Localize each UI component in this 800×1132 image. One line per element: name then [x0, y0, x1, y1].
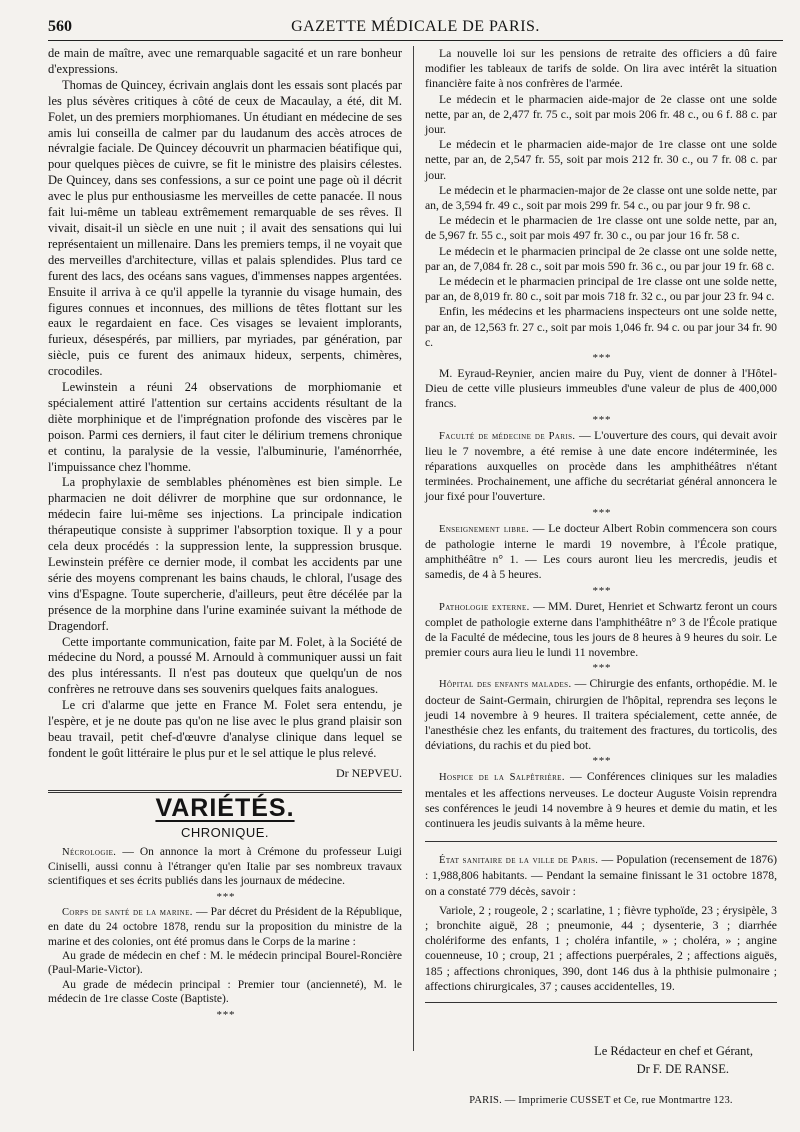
article-paragraph: Le cri d'alarme que jette en France M. Folet sera entendu, je l'espère, et je ne doute pas qu'on ne lise avec le plus grand plaisir son beau travail, petit chef-d'œuvre d'analyse clinique dans lequel se fondent le goût littéraire le plus pur et le sel attique le plus relevé. [48, 698, 402, 760]
editor-block [425, 1042, 777, 1078]
stars-separator: * * * [216, 1008, 234, 1021]
news-label: Faculté de médecine de Paris. [439, 430, 576, 442]
section-title: VARIÉTÉS. [155, 793, 295, 822]
news-item [425, 599, 777, 661]
news-item [425, 769, 777, 831]
news-label: Hospice de la Salpêtrière. [439, 772, 565, 784]
article-paragraph: de main de maître, avec une remarquable sagacité et un rare bonheur d'expressions. [48, 46, 402, 76]
pension-paragraph: Le médecin et le pharmacien aide-major de 1re classe ont une solde nette, par an, de 2,547 fr. 55, soit par mois 212 fr. 30 c., ou 7 fr. 08 c. par jour. [425, 138, 777, 182]
news-text: — Le docteur Albert Robin commencera son cours de pathologie interne le mardi 19 novembre, à l'École pratique, amphithéâtre n° 1. — Les cours auront lieu les mercredis, jeudis et samedis, de 4 à 5 heures. [425, 521, 777, 582]
news-label: Corps de santé de la marine. [62, 906, 193, 918]
right-column [425, 46, 777, 1013]
news-text: — MM. Duret, Henriet et Schwartz feront un cours complet de pathologie externe dans l'amphithéâtre n° 3 de l'École pratique de la Faculté de médecine, tous les jours de 8 heures à 9 heures du soir. Le premier cours aura lieu le lundi 11 novembre. [425, 599, 777, 660]
journal-title: GAZETTE MÉDICALE DE PARIS. [291, 18, 540, 35]
stars-separator: * * * [216, 890, 234, 903]
pension-paragraph: Le médecin et le pharmacien de 1re classe ont une solde nette, par an, de 5,967 fr. 55 c., soit par mois 497 fr. 30 c., ou par jour 16 fr. 58 c. [425, 214, 777, 243]
news-item [425, 676, 777, 753]
left-column [48, 46, 402, 1023]
news-item: Au grade de médecin en chef : M. le médecin principal Bourel-Roncière (Paul-Marie-Victor). [48, 949, 402, 977]
page-header [48, 18, 783, 41]
editor-name: Dr F. DE RANSE. [636, 1062, 729, 1076]
stars-separator: * * * [592, 584, 610, 597]
news-item [425, 428, 777, 505]
news-item: Au grade de médecin principal : Premier tour (ancienneté), M. le médecin de 1re classe Coste (Baptiste). [48, 978, 402, 1006]
news-label: Pathologie externe. [439, 601, 530, 613]
author-signature: Dr NEPVEU. [336, 765, 402, 780]
section-divider [48, 790, 402, 793]
pension-paragraph: Le médecin et le pharmacien-major de 2e classe ont une solde nette, par an, de 3,594 fr. 49 c., soit par mois 299 fr. 54 c., ou par jour 9 fr. 98 c. [425, 183, 777, 213]
printer-imprint: PARIS. — Imprimerie CUSSET et Ce, rue Montmartre 123. [469, 1095, 733, 1106]
news-label: Nécrologie. [62, 846, 117, 858]
news-text: — Par décret du Président de la République, en date du 24 octobre 1878, rendu sur la proposition du ministre de la marine et des colonies, ont été promus dans le Corps de la marine : [48, 905, 403, 948]
news-text: — Conférences cliniques sur les maladies mentales et les affections nerveuses. Le docteur Auguste Voisin reprendra ses conférences le jeudi 14 novembre à 9 heures et demie du matin, et les continuera les jeudis suivants à la même heure. [425, 770, 777, 830]
news-text: — L'ouverture des cours, qui devait avoir lieu le 7 novembre, a été remise à une date encore indéterminée, les réparations auxquelles on procède dans les amphithéâtres n'étant terminées. Prochainement, une affiche du secrétariat général annoncera le jour fixé pour l'ouverture. [425, 428, 777, 504]
news-item [48, 845, 402, 889]
editor-title: Le Rédacteur en chef et Gérant, [594, 1044, 753, 1058]
news-text: — On annonce la mort à Crémone du professeur Luigi Ciniselli, aussi connu à l'étranger qu'en Italie par ses nombreux travaux scientifiques et ses écrits publiés dans les journaux de médecine. [48, 845, 402, 888]
stars-separator: * * * [592, 755, 610, 768]
news-text: — Population (recensement de 1876) : 1,988,806 habitants. — Pendant la semaine finissant le 31 octobre 1878, on a constaté 779 décès, savoir : [425, 853, 778, 898]
news-item: M. Eyraud-Reynier, ancien maire du Puy, vient de donner à l'Hôtel-Dieu de cette ville plusieurs immeubles d'une valeur de plus de 400,000 francs. [425, 367, 777, 411]
news-text: — Chirurgie des enfants, orthopédie. M. le docteur de Saint-Germain, chirurgien de l'hôpital, reprendra ses leçons le jeudi 14 novembre à 9 heures. Il traitera spécialement, cette année, de l'anesthésie chez les enfants, du traitement des fractures, du torticolis, des déviations, du rachis et du pied bot. [425, 677, 778, 753]
news-label: État sanitaire de la ville de Paris. [439, 855, 599, 867]
article-paragraph: La prophylaxie de semblables phénomènes est bien simple. Le pharmacien ne doit délivrer de morphine que sur ordonnance, le médecin faire lui-même ses injections. La principale indication thérapeutique consiste à supprimer l'absorption toxique. Il y a pour cela deux procédés : la suppression lente, la suppression brusque. Lewinstein préfère ce dernier mode, il combat les accidents par une série des moyens comprenant les bains chauds, le chloral, l'usage des vins d'Espagne. Toute supercherie, d'ailleurs, peut être décélée par la présence de la morphine dans l'urine examinée suivant la méthode de Dragendorf. [48, 475, 402, 633]
stars-separator: * * * [592, 413, 610, 426]
article-paragraph: Cette importante communication, faite par M. Folet, à la Société de médecine du Nord, a poussé M. Arnould à communiquer aussi un fait des plus intéressants. Il n'est pas douteux que quelqu'un de nos confrères ne retrouve dans ses souvenirs quelques faits analogues. [48, 634, 402, 697]
news-label: Enseignement libre. [439, 523, 530, 535]
subsection-title: CHRONIQUE. [180, 824, 270, 840]
article-paragraph: Lewinstein a réuni 24 observations de morphiomanie et spécialement attiré l'attention sur certains accidents résultant de la diète morphinique et de l'imprégnation profonde des viscères par le poison. Parmi ces derniers, il faut citer le délirium tremens chronique et continu, la paralysie de la vessie, l'albuminurie, l'aménorrhée, l'impuissance chez l'homme. [48, 380, 402, 474]
pension-paragraph: Enfin, les médecins et les pharmaciens inspecteurs ont une solde nette, par an, de 12,563 fr. 27 c., soit par mois 1,046 fr. 94 c. ou par jour 34 fr. 90 c. [425, 305, 777, 349]
pension-paragraph: Le médecin et le pharmacien principal de 2e classe ont une solde nette, par an, de 7,084 fr. 28 c., soit par mois 590 fr. 36 c., ou par jour 19 fr. 68 c. [425, 244, 777, 273]
article-paragraph: Thomas de Quincey, écrivain anglais dont les essais sont placés par les plus sévères critiques à côté de ceux de Macaulay, a été, dit M. Folet, un des premiers morphiomanes. Un étudiant en médecine de ses amis lui conseilla de calmer par du laudanum des accès atroces de névralgie faciale. De Quincey découvrit un pharmacien béatifique qui, pour quelques pièces de cuivre, se fit le ministre des plaisirs célestes. De Quincey, dans ses confessions, a sur ce point une page où il décrit avec le plus pur enthousiasme les merveilles de cette panacée. Il nous fait lui-même un tableau extrêmement remarquable de ses rêves. Il vivait, disait-il un siècle en une nuit ; il avait des sensations qui lui représentaient un millenaire. Dans les premiers temps, il ne voyait que des merveilles d'architecture, villas et palais splendides. Plus tard ce furent des lacs, des océans sans vagues, d'immenses nappes argentées. Ensuite il arriva à ce qu'il appelle la tyrannie du visage humain, des figures connues et inconnues, des millions de têtes flottant sur les eaux le regardaient en face. Ces visages se levaient implorants, furieux, désespérés, par milliers, par myriades, par génération, par siècle, puis ce furent des animaux hideux, serpents, chimères, crocodiles. [48, 77, 402, 379]
stars-separator: * * * [592, 662, 610, 675]
column-divider [413, 46, 414, 1051]
stars-separator: * * * [592, 506, 610, 519]
stars-separator: * * * [592, 352, 610, 365]
mortality-causes: Variole, 2 ; rougeole, 2 ; scarlatine, 1 ; fièvre typhoïde, 23 ; érysipèle, 3 ; bronchite aiguë, 28 ; pneumonie, 44 ; dysenterie, 3 ; diarrhée cholériforme des enfants, 1 ; choléra infantile, » ; choléra, » ; angine couenneuse, 10 ; croup, 21 ; affections puerpérales, 2 ; affections aiguës, 185 ; affections chroniques, 390, dont 146 dus à la phthisie pulmonaire ; affections chirurgicales, 37 ; causes accidentelles, 19. [425, 903, 777, 993]
pension-paragraph: Le médecin et le pharmacien aide-major de 2e classe ont une solde nette, par an, de 2,477 fr. 75 c., soit par mois 206 fr. 48 c., ou 6 f. 88 c. par jour. [425, 92, 777, 137]
news-item [48, 905, 402, 949]
pension-paragraph: La nouvelle loi sur les pensions de retraite des officiers a dû faire modifier les tableaux de tarifs de solde. On lira avec intérêt la situation financière faite à nos confrères de l'armée. [425, 47, 777, 91]
news-label: Hôpital des enfants malades. [439, 679, 572, 691]
page-number: 560 [48, 18, 72, 35]
section-divider [425, 1002, 777, 1003]
pension-paragraph: Le médecin et le pharmacien principal de 1re classe ont une solde nette, par an, de 8,019 fr. 80 c., soit par mois 718 fr. 32 c., ou par jour 23 fr. 94 c. [425, 275, 777, 304]
section-divider [425, 841, 777, 842]
news-item [425, 852, 777, 899]
news-item [425, 521, 777, 583]
